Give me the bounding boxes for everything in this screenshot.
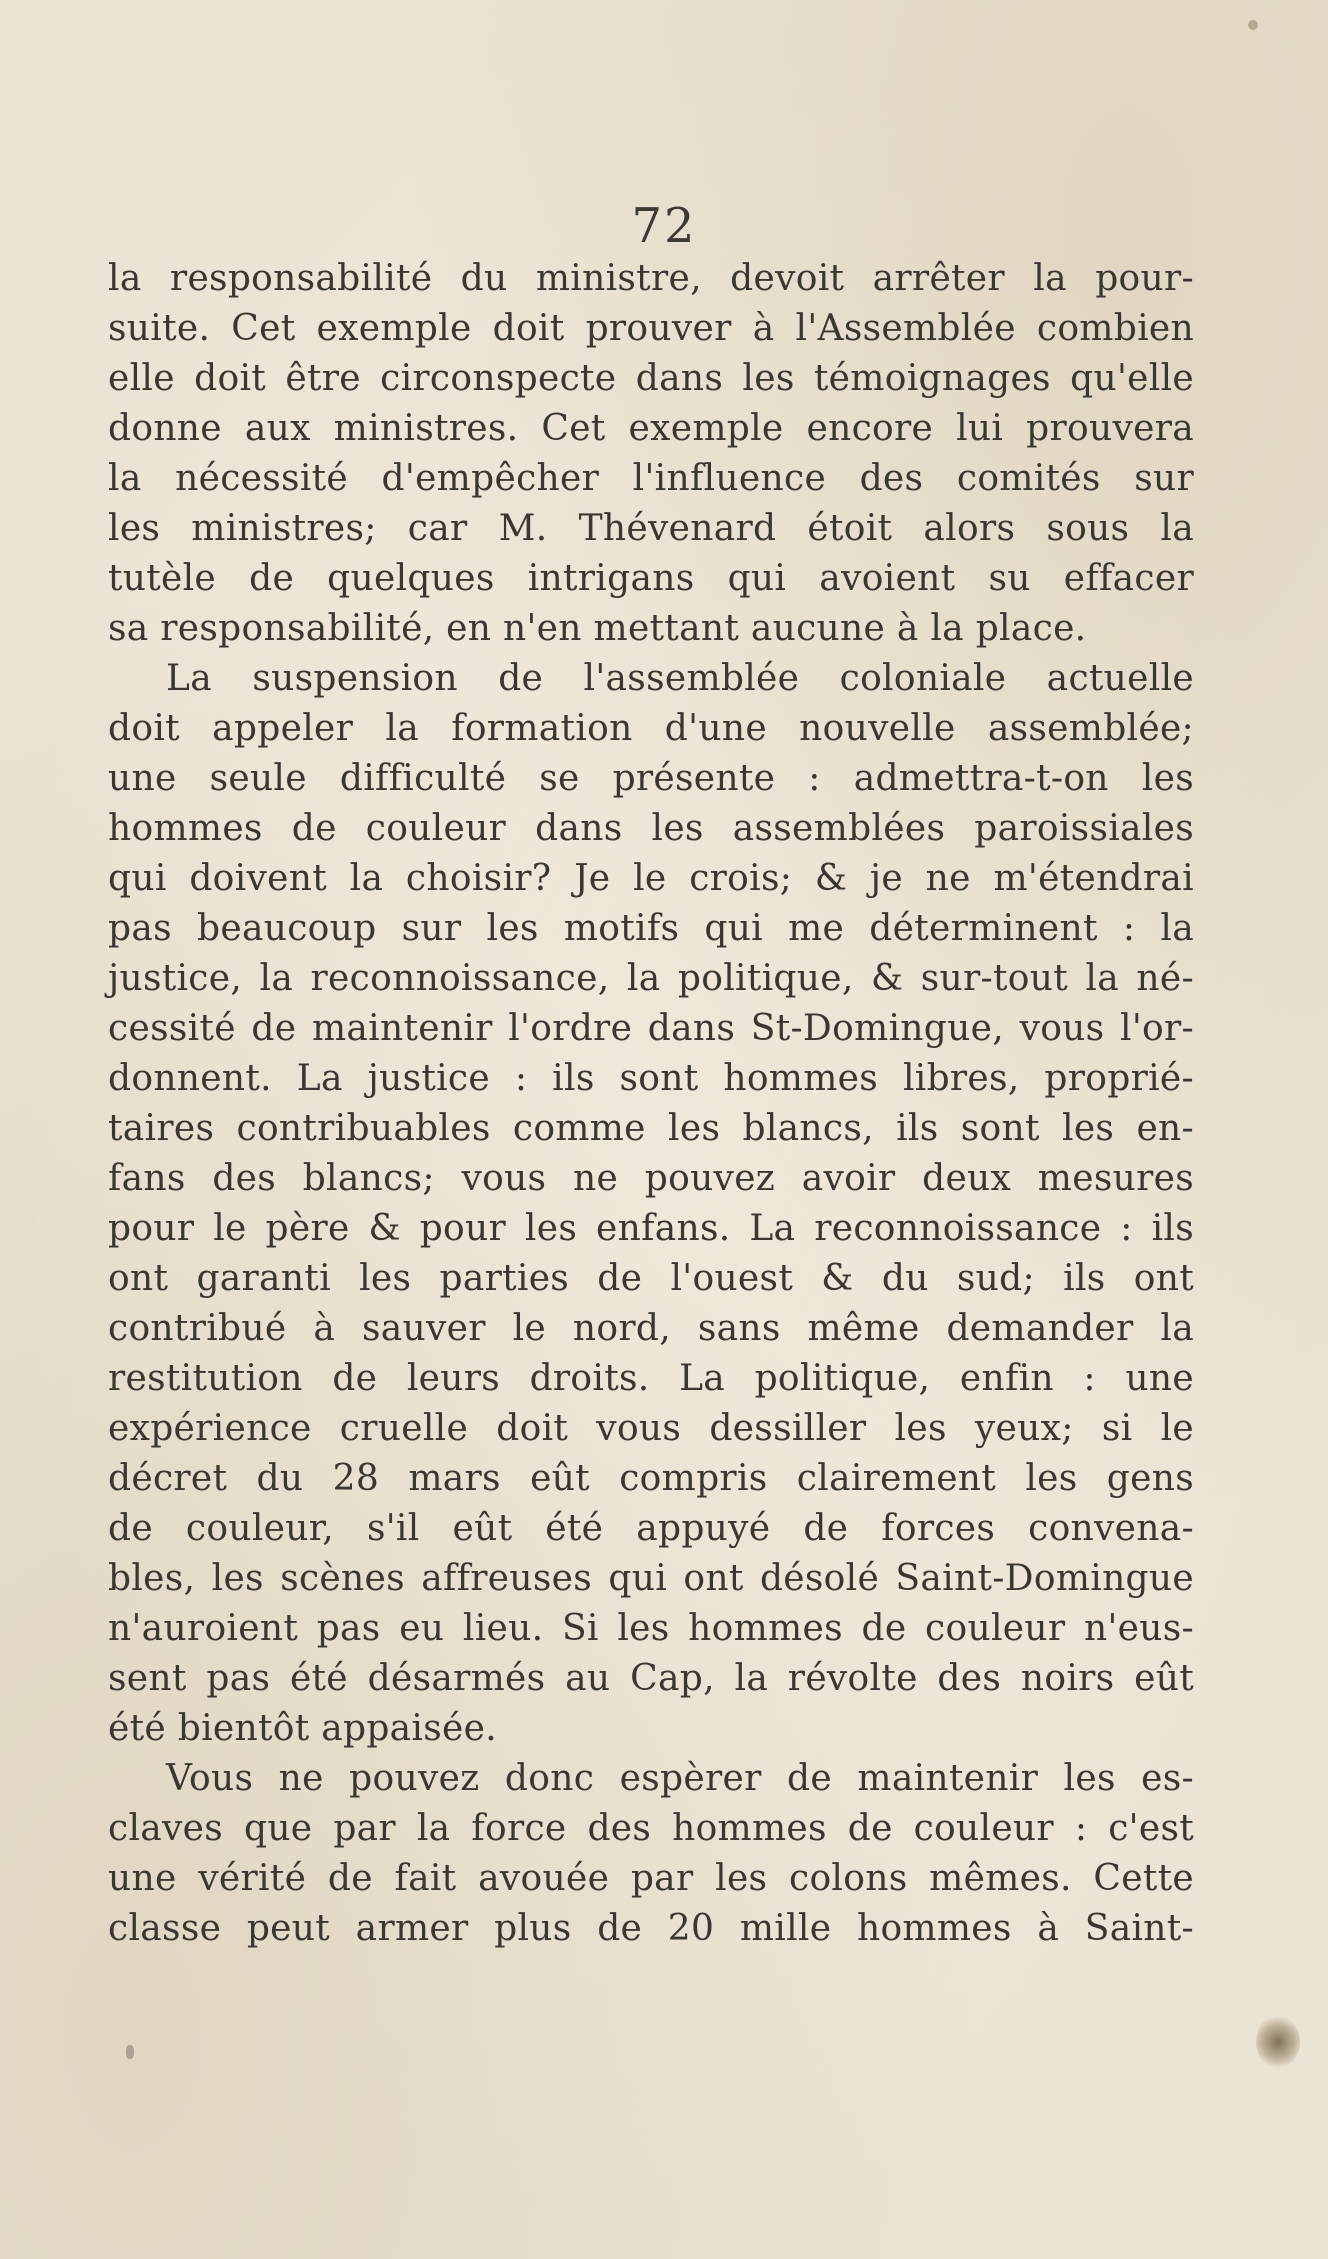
text-line: sent pas été désarmés au Cap, la révolte des noirs eût — [108, 1658, 1194, 1699]
text-line: bles, les scènes affreuses qui ont désolé Saint-Domingue — [108, 1558, 1194, 1599]
text-line: les ministres; car M. Thévenard étoit alors sous la — [108, 508, 1194, 549]
paper-speck — [126, 2045, 134, 2059]
text-line: décret du 28 mars eût compris clairement les gens — [108, 1458, 1194, 1499]
paragraph-end-line: sa responsabilité, en n'en mettant aucune à la place. — [108, 608, 1087, 649]
paragraph-start-line: Vous ne pouvez donc espèrer de maintenir les es- — [166, 1758, 1194, 1799]
text-line: restitution de leurs droits. La politique, enfin : une — [108, 1358, 1194, 1399]
text-line: donnent. La justice : ils sont hommes libres, proprié- — [108, 1058, 1194, 1099]
text-line: la responsabilité du ministre, devoit arrêter la pour- — [108, 258, 1194, 299]
text-line: pour le père & pour les enfans. La reconnoissance : ils — [108, 1208, 1194, 1249]
text-line: la nécessité d'empêcher l'influence des comités sur — [108, 458, 1194, 499]
text-line: fans des blancs; vous ne pouvez avoir deux mesures — [108, 1158, 1194, 1199]
text-line: taires contribuables comme les blancs, ils sont les en- — [108, 1108, 1194, 1149]
text-line: expérience cruelle doit vous dessiller les yeux; si le — [108, 1408, 1194, 1449]
text-line: qui doivent la choisir? Je le crois; & je ne m'étendrai — [108, 858, 1194, 899]
text-line: classe peut armer plus de 20 mille hommes à Saint- — [108, 1908, 1194, 1949]
text-line: elle doit être circonspecte dans les témoignages qu'elle — [108, 358, 1194, 399]
text-line: claves que par la force des hommes de couleur : c'est — [108, 1808, 1194, 1849]
text-line: ont garanti les parties de l'ouest & du sud; ils ont — [108, 1258, 1194, 1299]
text-line: pas beaucoup sur les motifs qui me déterminent : la — [108, 908, 1194, 949]
text-line: doit appeler la formation d'une nouvelle assemblée; — [108, 708, 1194, 749]
paragraph-start-line: La suspension de l'assemblée coloniale actuelle — [166, 658, 1194, 699]
text-line: donne aux ministres. Cet exemple encore lui prouvera — [108, 408, 1194, 449]
text-line: une seule difficulté se présente : admettra-t-on les — [108, 758, 1194, 799]
body-text — [108, 254, 1194, 1954]
paper-speck — [1248, 20, 1258, 30]
text-line: hommes de couleur dans les assemblées paroissiales — [108, 808, 1194, 849]
text-line: tutèle de quelques intrigans qui avoient su effacer — [108, 558, 1194, 599]
paper-stain — [1256, 2015, 1300, 2069]
paragraph-end-line: été bientôt appaisée. — [108, 1708, 497, 1749]
text-line: n'auroient pas eu lieu. Si les hommes de couleur n'eus- — [108, 1608, 1194, 1649]
text-line: suite. Cet exemple doit prouver à l'Assemblée combien — [108, 308, 1194, 349]
page-number: 72 — [631, 198, 697, 254]
text-line: justice, la reconnoissance, la politique, & sur-tout la né- — [108, 958, 1194, 999]
text-line: cessité de maintenir l'ordre dans St-Domingue, vous l'or- — [108, 1008, 1194, 1049]
text-line: une vérité de fait avouée par les colons mêmes. Cette — [108, 1858, 1194, 1899]
text-line: de couleur, s'il eût été appuyé de forces convena- — [108, 1508, 1194, 1549]
text-line: contribué à sauver le nord, sans même demander la — [108, 1308, 1194, 1349]
